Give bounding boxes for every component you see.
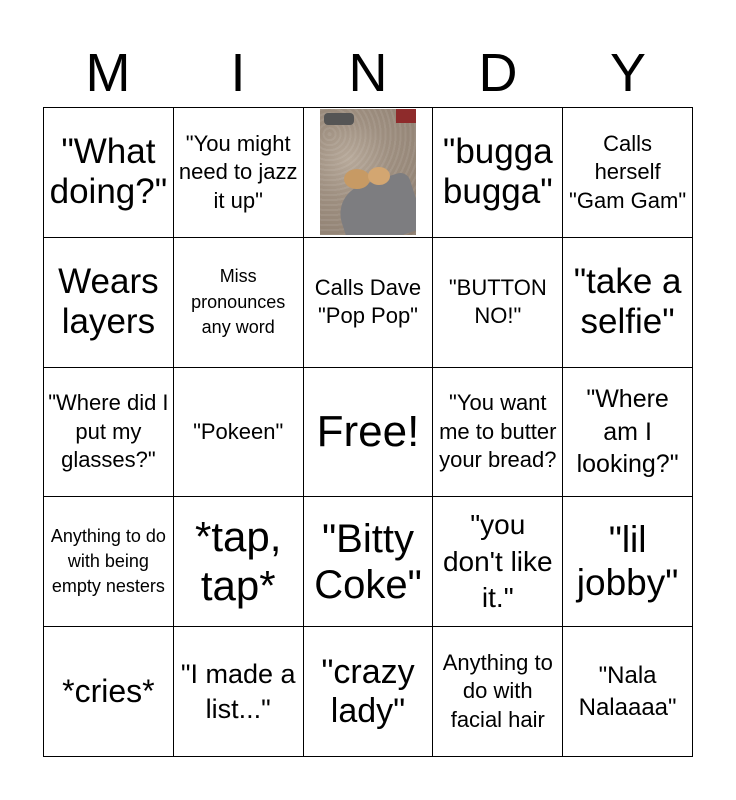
- bingo-cell[interactable]: [174, 108, 304, 238]
- bingo-cell[interactable]: [433, 108, 563, 238]
- cell-text: Calls herself "Gam Gam": [569, 130, 687, 213]
- free-space-cell[interactable]: [304, 368, 434, 498]
- bingo-cell[interactable]: [563, 368, 693, 498]
- cell-text: "Pokeen": [193, 418, 284, 444]
- cell-text: "lil jobby": [576, 519, 679, 603]
- bingo-cell[interactable]: [174, 368, 304, 498]
- bingo-cell[interactable]: [44, 368, 174, 498]
- bingo-cell[interactable]: [304, 238, 434, 368]
- bingo-cell[interactable]: [44, 627, 174, 757]
- cell-text: Anything to do with facial hair: [442, 649, 553, 732]
- cell-text: "You want me to butter your bread?: [439, 390, 557, 473]
- bingo-cell[interactable]: [304, 627, 434, 757]
- bingo-cell[interactable]: [433, 368, 563, 498]
- cell-text: Miss pronounces any word: [191, 266, 286, 337]
- cell-text: "What doing?": [49, 132, 168, 212]
- bingo-header: [43, 40, 693, 106]
- bingo-cell[interactable]: [44, 497, 174, 627]
- bingo-cell[interactable]: [433, 497, 563, 627]
- cell-text: "you don't like it.": [442, 509, 553, 613]
- bingo-cell[interactable]: [304, 497, 434, 627]
- bingo-grid: [43, 107, 693, 757]
- bingo-cell[interactable]: [174, 238, 304, 368]
- cell-text: "You might need to jazz it up": [178, 130, 298, 213]
- bingo-cell[interactable]: [433, 627, 563, 757]
- cell-text: Anything to do with being empty nesters: [50, 526, 166, 597]
- cell-text: "Where am I looking?": [576, 385, 679, 479]
- bingo-cell[interactable]: [174, 627, 304, 757]
- cell-text: "Nala Nalaaaa": [578, 662, 677, 721]
- cell-text: *tap, tap*: [194, 513, 282, 609]
- photo-image: [320, 109, 416, 235]
- free-space-text: Free!: [316, 406, 420, 456]
- header-letter-n: N: [348, 43, 388, 103]
- cell-text: "I made a list...": [180, 658, 296, 724]
- header-letter-m: M: [85, 43, 131, 103]
- bingo-cell[interactable]: [563, 497, 693, 627]
- header-letter-d: D: [478, 43, 518, 103]
- header-letter-i: I: [230, 43, 246, 103]
- cell-text: Wears layers: [58, 261, 159, 342]
- cell-text: "BUTTON NO!": [448, 274, 547, 329]
- cell-text: "Where did I put my glasses?": [48, 390, 169, 473]
- bingo-cell[interactable]: [563, 627, 693, 757]
- bingo-cell-photo[interactable]: [304, 108, 434, 238]
- cell-text: "bugga bugga": [442, 132, 553, 212]
- cell-text: *cries*: [62, 673, 155, 710]
- cell-text: "crazy lady": [321, 652, 415, 730]
- bingo-cell[interactable]: [44, 108, 174, 238]
- bingo-cell[interactable]: [563, 238, 693, 368]
- bingo-cell[interactable]: [563, 108, 693, 238]
- cell-text: "take a selfie": [573, 261, 682, 342]
- cell-text: "Bitty Coke": [314, 516, 422, 607]
- bingo-cell[interactable]: [433, 238, 563, 368]
- bingo-cell[interactable]: [174, 497, 304, 627]
- bingo-cell[interactable]: [44, 238, 174, 368]
- cell-text: Calls Dave "Pop Pop": [314, 274, 422, 329]
- header-letter-y: Y: [609, 43, 647, 103]
